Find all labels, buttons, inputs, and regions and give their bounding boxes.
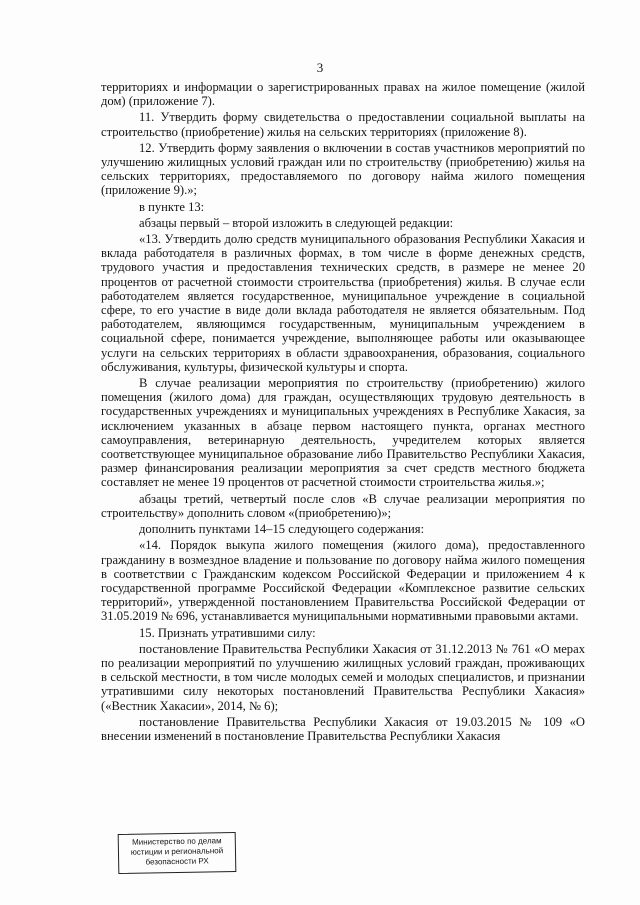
stamp-line: юстиции и региональной <box>130 846 224 857</box>
stamp-line: Министерство по делам <box>131 836 222 847</box>
paragraph: «13. Утвердить долю средств муниципального образования Республики Хакасия и вклада работодателя в различных формах, в том числе в форме денежных средств, трудового участия и предоставления технических средств, в размере не менее 20 процентов от расчетной стоимости строительства (приобретения) жилья. В случае если работодателем является государственное, муниципальное учреждение в социальной сфере, то его участие в виде доли вклада работодателя не является обязательным. Под работодателем, являющимся государственным, муниципальным учреждением в социальной сфере, понимается учреждение, выполняющее работы или оказывающее услуги на сельских территориях в области здравоохранения, образования, социального обслуживания, культуры, физической культуры и спорта. <box>101 232 585 374</box>
paragraph: 11. Утвердить форму свидетельства о предоставлении социальной выплаты на строительство (приобретение) жилья на сельских территориях (приложение 8). <box>101 110 585 139</box>
paragraph: В случае реализации мероприятия по строительству (приобретению) жилого помещения (жилого дома) для граждан, осуществляющих трудовую деятельность в государственных учреждениях и муниципальных учреждениях в Республике Хакасия, за исключением указанных в абзаце первом настоящего пункта, органах местного самоуправления, ветеринарную деятельность, учредителем которых является соответствующее муниципальное образование либо Правительство Республики Хакасия, размер финансирования реализации мероприятия за счет средств местного бюджета составляет не менее 19 процентов от расчетной стоимости строительства жилья.»; <box>101 376 585 490</box>
paragraph: 15. Признать утратившими силу: <box>139 625 316 640</box>
paragraph: постановление Правительства Республики Хакасия от 31.12.2013 № 761 «О мерах по реализации мероприятий по улучшению жилищных условий граждан, проживающих в сельской местности, в том числе молодых семей и молодых специалистов, и признании утратившими силу некоторых постановлений Правительства Республики Хакасия» («Вестник Хакасии», 2014, № 6); <box>101 641 585 713</box>
paragraph: абзацы третий, четвертый после слов «В случае реализации мероприятия по строительству» дополнить словом «(приобретению)»; <box>101 491 585 520</box>
ministry-stamp <box>118 832 237 874</box>
paragraph: «14. Порядок выкупа жилого помещения (жилого дома), предоставленного гражданину в возмездное владение и пользование по договору найма жилого помещения в соответствии с Гражданским кодексом Российской Федерации и приложением 4 к государственной программе Российской Федерации «Комплексное развитие сельских территорий», утвержденной постановлением Правительства Российской Федерации от 31.05.2019 № 696, устанавливается муниципальными нормативными правовыми актами. <box>101 538 585 624</box>
paragraph: абзацы первый – второй изложить в следующей редакции: <box>139 215 454 230</box>
paragraph: в пункте 13: <box>139 199 205 214</box>
paragraph: дополнить пунктами 14–15 следующего содержания: <box>139 522 425 537</box>
paragraph: 12. Утвердить форму заявления о включении в состав участников мероприятий по улучшению жилищных условий граждан или по строительству (приобретению) жилья на сельских территориях, предоставляемого по договору найма жилого помещения (приложение 9).»; <box>101 140 585 198</box>
document-body <box>101 80 585 745</box>
paragraph: постановление Правительства Республики Хакасия от 19.03.2015 № 109 «О внесении изменений в постановление Правительства Республики Хакасия <box>101 714 585 743</box>
paragraph: территориях и информации о зарегистрированных правах на жилое помещение (жилой дом) (приложение 7). <box>101 80 585 109</box>
stamp-line: безопасности РХ <box>145 856 209 867</box>
page-number: 3 <box>316 60 324 75</box>
